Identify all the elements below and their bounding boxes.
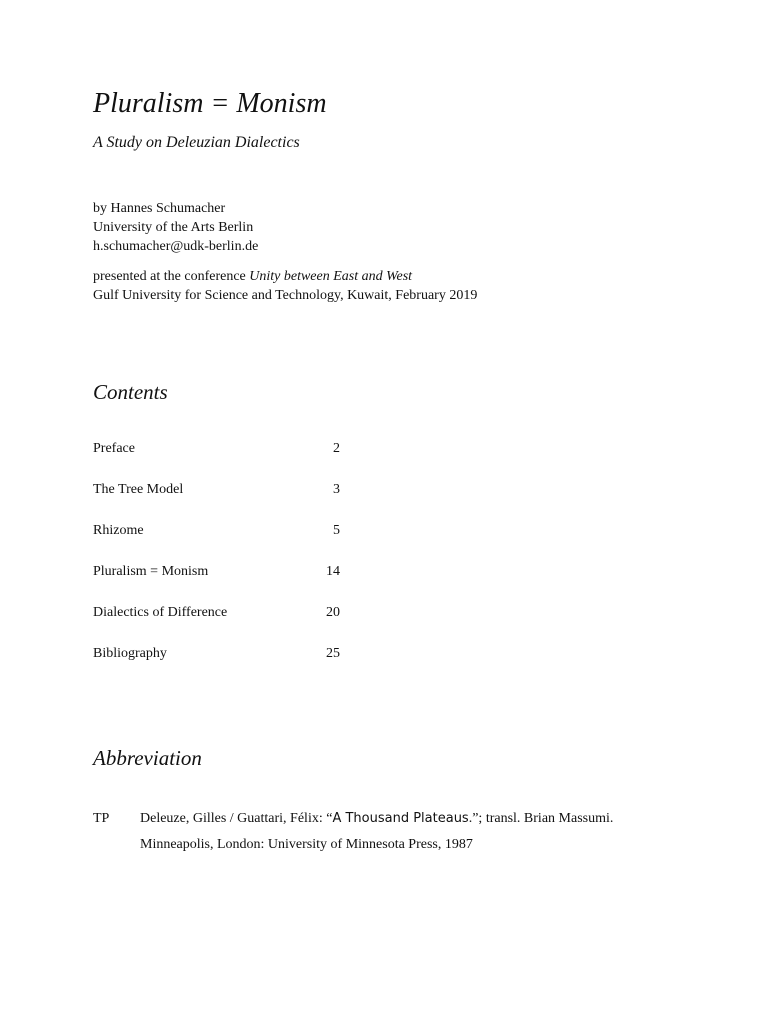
document-title: Pluralism = Monism [93, 88, 327, 119]
document-subtitle: A Study on Deleuzian Dialectics [93, 134, 300, 151]
toc-item-page: 5 [333, 523, 340, 538]
toc-item-page: 14 [326, 564, 340, 579]
toc-item-label: Dialectics of Difference [93, 605, 228, 620]
author-block [93, 199, 258, 256]
author-email: h.schumacher@udk-berlin.de [93, 239, 259, 254]
toc-item-label: Preface [93, 441, 135, 456]
conference-venue: Gulf University for Science and Technology, Kuwait, February 2019 [93, 288, 478, 303]
abbreviation-citation [140, 806, 720, 858]
table-of-contents [93, 439, 353, 685]
toc-item-page: 2 [333, 441, 340, 456]
citation-authors: Deleuze, Gilles / Guattari, Félix: “ [140, 811, 333, 826]
citation-publication: Minneapolis, London: University of Minnesota Press, 1987 [140, 837, 473, 852]
contents-heading: Contents [93, 380, 168, 404]
toc-item [93, 644, 353, 685]
toc-item [93, 521, 353, 562]
toc-item-page: 3 [333, 482, 340, 497]
toc-item-page: 20 [326, 605, 340, 620]
toc-item-label: The Tree Model [93, 482, 184, 497]
citation-translation: .”; transl. Brian Massumi. [468, 811, 614, 826]
toc-item-label: Pluralism = Monism [93, 564, 209, 579]
toc-item-label: Rhizome [93, 523, 144, 538]
toc-item-label: Bibliography [93, 646, 167, 661]
author-byline: by Hannes Schumacher [93, 201, 226, 216]
conference-line [93, 267, 477, 286]
toc-item [93, 480, 353, 521]
abbreviation-heading: Abbreviation [93, 746, 202, 770]
author-affiliation: University of the Arts Berlin [93, 220, 254, 235]
conference-block [93, 267, 477, 305]
conference-name: Unity between East and West [249, 269, 413, 284]
toc-item [93, 439, 353, 480]
toc-item [93, 562, 353, 603]
toc-item-page: 25 [326, 646, 340, 661]
abbreviation-key: TP [93, 811, 110, 826]
toc-item [93, 603, 353, 644]
citation-work-title: A Thousand Plateaus [332, 811, 469, 826]
citation-line [140, 806, 720, 832]
conference-prefix: presented at the conference [93, 269, 250, 284]
